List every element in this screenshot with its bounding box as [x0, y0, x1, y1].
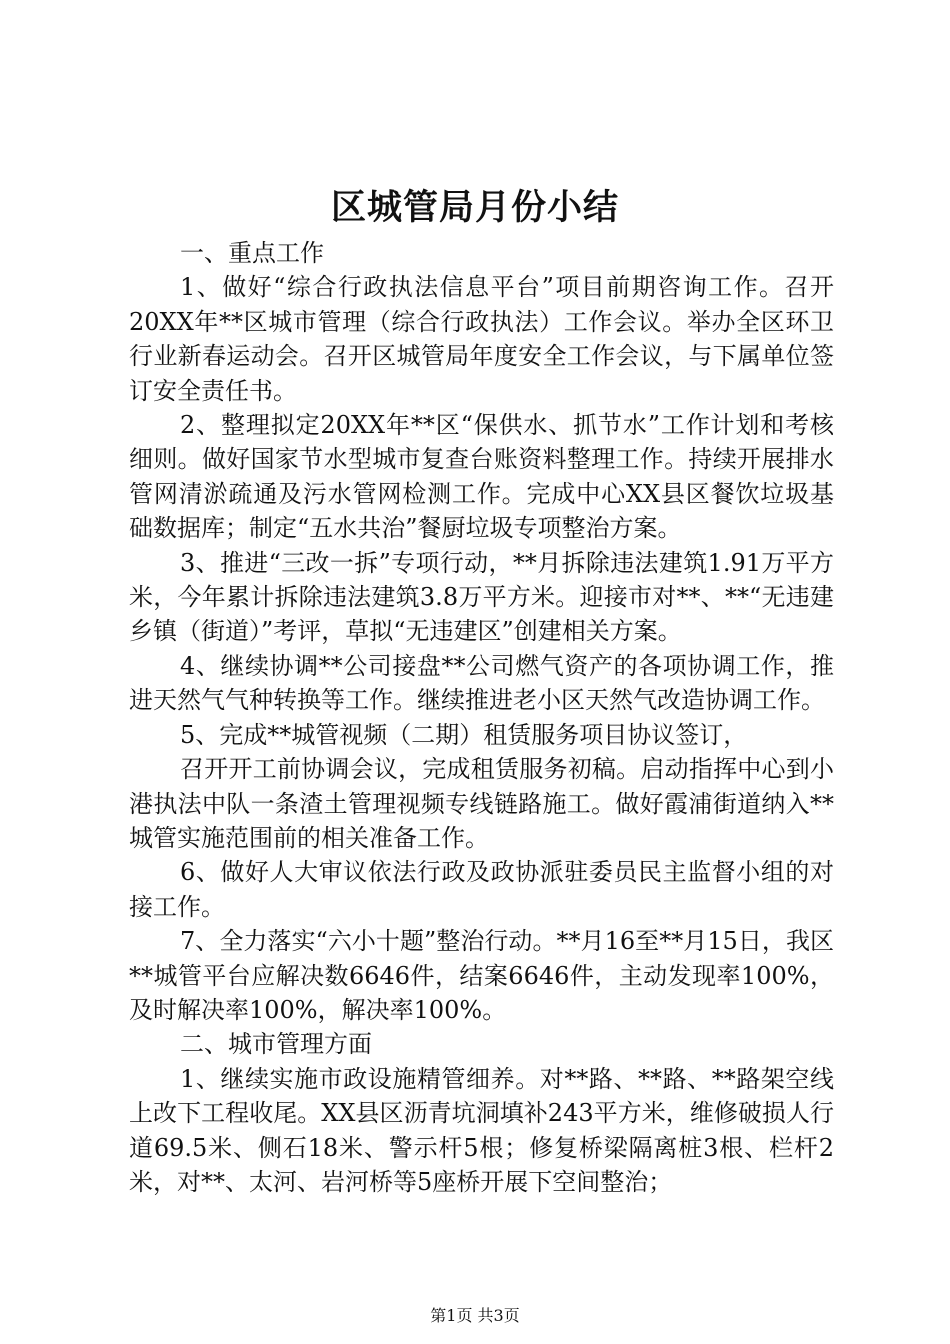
paragraph-3: 3、推进“三改一拆”专项行动，**月拆除违法建筑1.91万平方米，今年累计拆除违法建筑3.8万平方米。迎接市对**、**“无违建乡镇（街道）”考评，草拟“无违建区”创建相关方案。	[129, 548, 834, 646]
document-body	[129, 236, 834, 1199]
page-number-footer: 第1页 共3页	[430, 1306, 520, 1325]
paragraph-7: 7、全力落实“六小十题”整治行动。**月16至**月15日，我区**城管平台应解决数6646件，结案6646件，主动发现率100%，及时解决率100%，解决率100%。	[129, 927, 834, 1024]
document-title: 区城管局月份小结	[330, 187, 619, 228]
paragraph-5-continued: 召开开工前协调会议，完成租赁服务初稿。启动指挥中心到小港执法中队一条渣土管理视频专线链路施工。做好霞浦街道纳入**城管实施范围前的相关准备工作。	[129, 755, 834, 852]
paragraph-2: 2、整理拟定20XX年**区“保供水、抓节水”工作计划和考核细则。做好国家节水型城市复查台账资料整理工作。持续开展排水管网清淤疏通及污水管网检测工作。完成中心XX县区餐饮垃圾基础数据库；制定“五水共治”餐厨垃圾专项整治方案。	[129, 411, 834, 543]
section-heading-1: 一、重点工作	[180, 239, 324, 267]
paragraph-5: 5、完成**城管视频（二期）租赁服务项目协议签订，	[180, 720, 748, 749]
paragraph-4: 4、继续协调**公司接盘**公司燃气资产的各项协调工作，推进天然气气种转换等工作。继续推进老小区天然气改造协调工作。	[129, 651, 834, 715]
section-heading-2: 二、城市管理方面	[180, 1030, 372, 1059]
paragraph-8: 1、继续实施市政设施精管细养。对**路、**路、**路架空线上改下工程收尾。XX县区沥青坑洞填补243平方米，维修破损人行道69.5米、侧石18米、警示杆5根；修复桥梁隔离桩3根、栏杆2米，对**、太河、岩河桥等5座桥开展下空间整治；	[129, 1064, 834, 1196]
paragraph-6: 6、做好人大审议依法行政及政协派驻委员民主监督小组的对接工作。	[129, 858, 834, 921]
paragraph-1: 1、做好“综合行政执法信息平台”项目前期咨询工作。召开20XX年**区城市管理（综合行政执法）工作会议。举办全区环卫行业新春运动会。召开区城管局年度安全工作会议，与下属单位签订安全责任书。	[129, 273, 834, 405]
